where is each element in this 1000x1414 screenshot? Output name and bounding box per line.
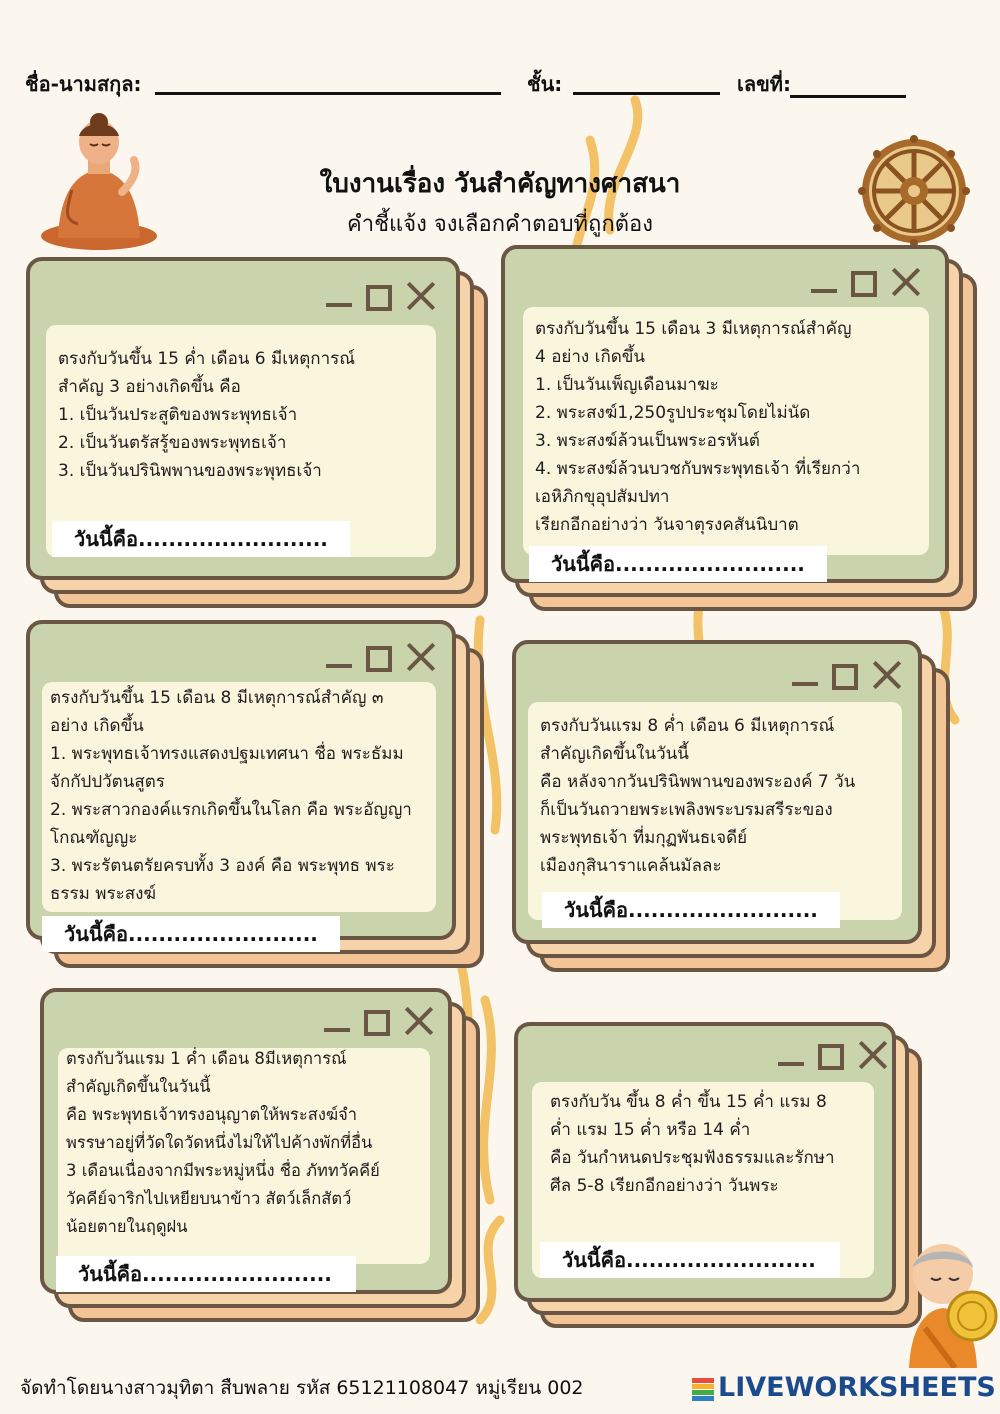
minimize-icon — [778, 1062, 804, 1066]
maximize-icon — [818, 1044, 844, 1070]
window-controls — [324, 1006, 434, 1036]
minimize-icon — [792, 682, 818, 686]
number-field-line[interactable] — [790, 95, 906, 98]
close-icon — [872, 660, 902, 690]
answer-field[interactable]: วันนี้คือ......................... — [542, 892, 840, 928]
minimize-icon — [326, 664, 352, 668]
class-label: ชั้น: — [527, 72, 563, 96]
window-controls — [326, 281, 436, 311]
maximize-icon — [366, 646, 392, 672]
maximize-icon — [366, 285, 392, 311]
name-field-line[interactable] — [155, 92, 501, 95]
class-field-line[interactable] — [573, 92, 720, 95]
question-text: ตรงกับวันขึ้น 15 เดือน 3 มีเหตุการณ์สำคัญ 4 อย่าง เกิดขึ้น 1. เป็นวันเพ็ญเดือนมาฆะ 2. พระสงฆ์1,250รูปประชุมโดยไม่นัด 3. พระสงฆ์ล้วนเป็นพระอรหันต์ 4. พระสงฆ์ล้วนบวชกับพระพุทธเจ้า ที่เรียกว่า เอหิภิกขุอุปสัมปทา เรียกอีกอย่างว่า วันจาตุรงคสันนิบาต — [535, 319, 861, 535]
monk-illustration — [895, 1228, 1000, 1368]
question-text: ตรงกับวันแรม 8 ค่ำ เดือน 6 มีเหตุการณ์ สำคัญเกิดขึ้นในวันนี้ คือ หลังจากวันปรินิพพานของพระองค์ 7 วัน ก็เป็นวันถวายพระเพลิงพระบรมสรีระของ พระพุทธเจ้า ที่มกุฏพันธเจดีย์ เมืองกุสินาราแคล้นมัลละ — [540, 716, 856, 876]
name-label: ชื่อ-นามสกุล: — [25, 72, 142, 96]
question-text: ตรงกับวัน ขึ้น 8 ค่ำ ขึ้น 15 ค่ำ แรม 8 ค่ำ แรม 15 ค่ำ หรือ 14 ค่ำ คือ วันกำหนดประชุมฟังธรรมและรักษา ศีล 5-8 เรียกอีกอย่างว่า วันพระ — [550, 1092, 835, 1196]
window-controls — [811, 267, 921, 297]
author-credit: จัดทำโดยนางสาวมุทิตา สืบพลาย รหัส 65121108047 หมู่เรียน 002 — [20, 1377, 584, 1399]
liveworksheets-logo-icon — [692, 1378, 714, 1402]
close-icon — [858, 1040, 888, 1070]
maximize-icon — [364, 1010, 390, 1036]
liveworksheets-brand[interactable]: LIVEWORKSHEETS — [718, 1372, 996, 1403]
answer-field[interactable]: วันนี้คือ......................... — [540, 1242, 840, 1278]
answer-field[interactable]: วันนี้คือ......................... — [52, 521, 350, 557]
number-label: เลขที่: — [737, 72, 791, 96]
maximize-icon — [851, 271, 877, 297]
minimize-icon — [811, 289, 837, 293]
answer-field[interactable]: วันนี้คือ......................... — [529, 546, 827, 582]
worksheet-title: ใบงานเรื่อง วันสำคัญทางศาสนา — [319, 169, 681, 199]
minimize-icon — [324, 1028, 350, 1032]
close-icon — [406, 642, 436, 672]
close-icon — [404, 1006, 434, 1036]
close-icon — [891, 267, 921, 297]
window-controls — [778, 1040, 888, 1070]
answer-field[interactable]: วันนี้คือ......................... — [42, 916, 340, 952]
maximize-icon — [832, 664, 858, 690]
minimize-icon — [326, 303, 352, 307]
question-text: ตรงกับวันขึ้น 15 ค่ำ เดือน 6 มีเหตุการณ์ สำคัญ 3 อย่างเกิดขึ้น คือ 1. เป็นวันประสูติของพระพุทธเจ้า 2. เป็นวันตรัสรู้ของพระพุทธเจ้า 3. เป็นวันปรินิพพานของพระพุทธเจ้า — [58, 349, 356, 481]
question-text: ตรงกับวันแรม 1 ค่ำ เดือน 8มีเหตุการณ์ สำคัญเกิดขึ้นในวันนี้ คือ พระพุทธเจ้าทรงอนุญาตให้พระสงฆ์จำ พรรษาอยู่ที่วัดใดวัดหนึ่งไม่ให้ไปค้างพักที่อื่น 3 เดือนเนื่องจากมีพระหมู่หนึ่ง ชื่อ ภัททวัคคีย์ วัคคีย์จาริกไปเหยียบนาข้าว สัตว์เล็กสัตว์ น้อยตายในฤดูฝน — [66, 1049, 380, 1236]
close-icon — [406, 281, 436, 311]
window-controls — [792, 660, 902, 690]
question-text: ตรงกับวันขึ้น 15 เดือน 8 มีเหตุการณ์สำคัญ ๓ อย่าง เกิดขึ้น 1. พระพุทธเจ้าทรงแสดงปฐมเทศนา ชื่อ พระธัมม จักกัปปวัตนสูตร 2. พระสาวกองค์แรกเกิดขึ้นในโลก คือ พระอัญญา โกณฑัญญะ 3. พระรัตนตรัยครบทั้ง 3 องค์ คือ พระพุทธ พระ ธรรม พระสงฆ์ — [50, 688, 412, 904]
window-controls — [326, 642, 436, 672]
instruction-text: คำชี้แจ้ง จงเลือกคำตอบที่ถูกต้อง — [347, 212, 653, 237]
answer-field[interactable]: วันนี้คือ......................... — [56, 1256, 356, 1292]
